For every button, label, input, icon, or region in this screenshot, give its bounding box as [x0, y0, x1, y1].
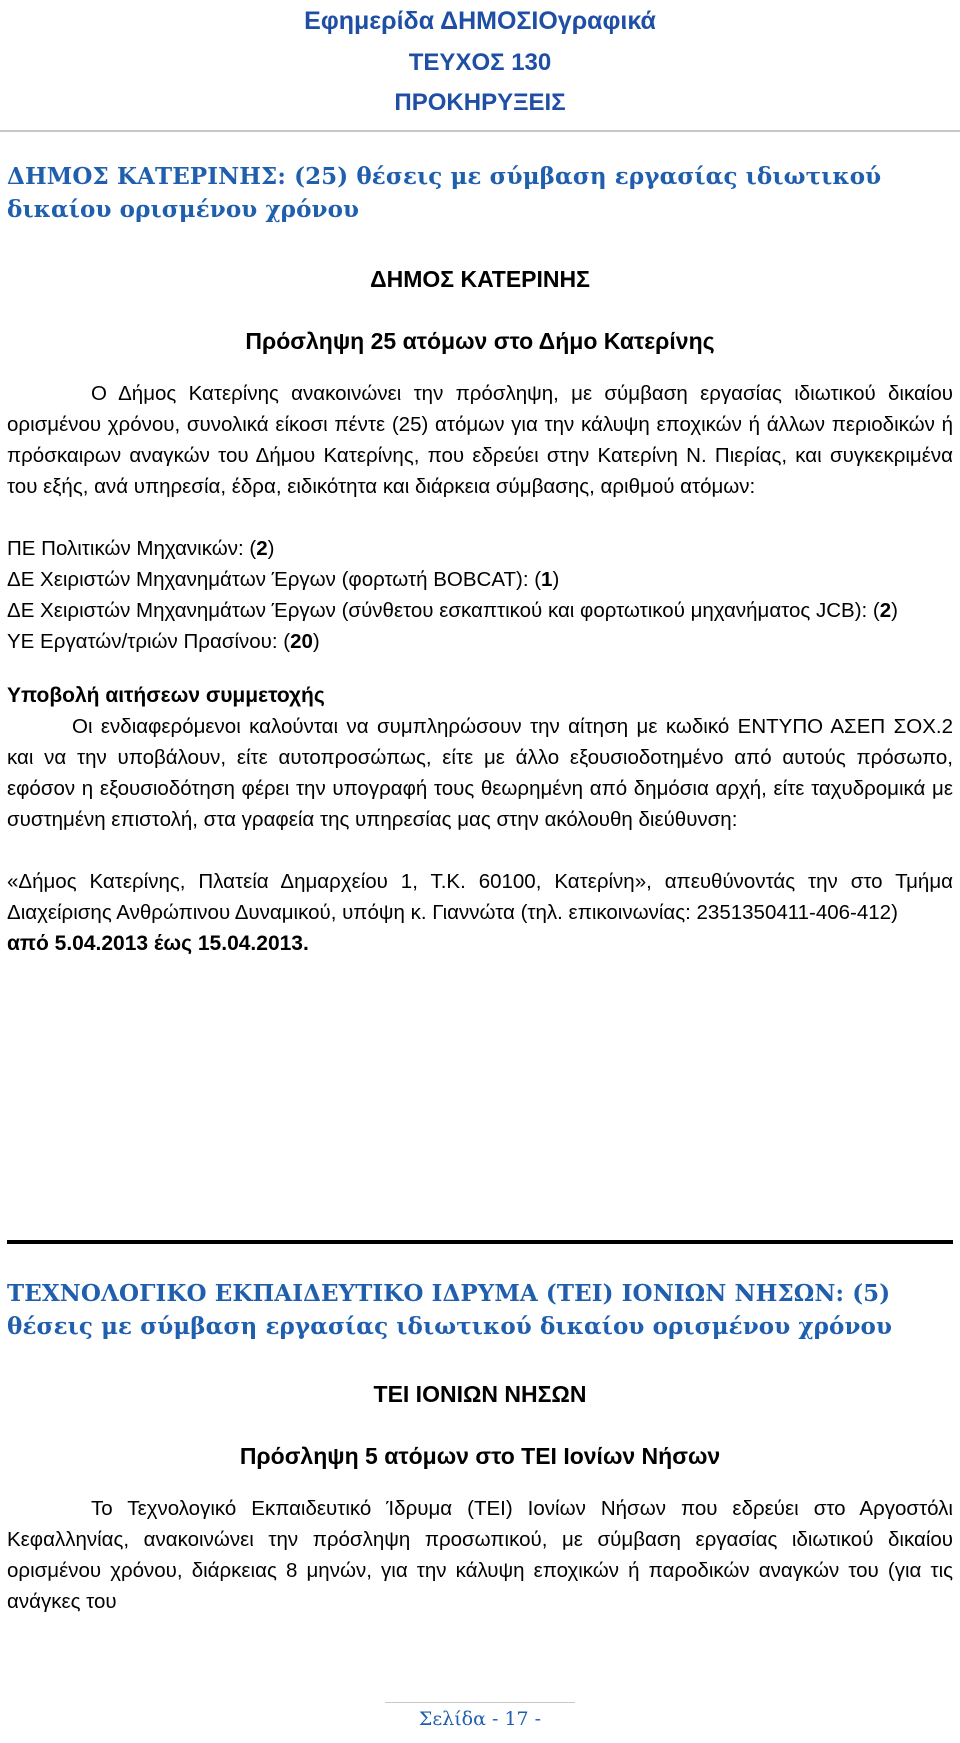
article-tei — [7, 1277, 953, 1617]
organization-name: ΤΕΙ ΙΟΝΙΩΝ ΝΗΣΩΝ — [373, 1381, 587, 1407]
masthead — [0, 6, 960, 118]
address-block: «Δήμος Κατερίνης, Πλατεία Δημαρχείου 1, Τ.Κ. 60100, Κατερίνη», απευθύνοντάς την στο Τμήμα Διαχείρισης Ανθρώπινου Δυναμικού, υπόψη κ. Γιαννώτα (τηλ. επικοινωνίας: 2351350411-406-412) — [7, 870, 953, 925]
application-dates: από 5.04.2013 έως 15.04.2013. — [7, 932, 309, 956]
position-count: 2 — [879, 599, 892, 623]
headline-line-2: δικαίου ορισμένου χρόνου — [7, 196, 360, 223]
position-item: ΥΕ Εργατών/τριών Πρασίνου: (20) — [7, 630, 320, 654]
position-item: ΔΕ Χειριστών Μηχανημάτων Έργων (σύνθετου εσκαπτικού και φορτωτικού μηχανήματος JCB): (2) — [7, 599, 898, 623]
article-separator — [7, 1240, 953, 1244]
article-katerini — [7, 160, 953, 959]
position-count: 20 — [290, 630, 313, 654]
position-item: ΠΕ Πολιτικών Μηχανικών: (2) — [7, 537, 275, 561]
newspaper-title: Εφημερίδα ΔΗΜΟΣΙΟγραφικά — [304, 7, 656, 35]
article-headline — [7, 1277, 953, 1343]
article-headline — [7, 160, 953, 226]
position-count: 1 — [541, 568, 553, 592]
article-subtitle: Πρόσληψη 25 ατόμων στο Δήμο Κατερίνης — [245, 327, 715, 354]
position-item: ΔΕ Χειριστών Μηχανημάτων Έργων (φορτωτή BOBCAT): (1) — [7, 568, 560, 592]
header-rule — [0, 130, 960, 132]
organization-name: ΔΗΜΟΣ ΚΑΤΕΡΙΝΗΣ — [370, 266, 590, 292]
article-body: Το Τεχνολογικό Εκπαιδευτικό Ίδρυμα (ΤΕΙ) Ιονίων Νήσων που εδρεύει στο Αργοστόλι Κεφαλληνίας, ανακοινώνει την πρόσληψη προσωπικού, με σύμβαση εργασίας ιδιωτικού δικαίου ορισμένου χρόνου, διάρκειας 8 μηνών, για την κάλυψη εποχικών ή παροδικών αναγκών του (για τις ανάγκες του — [7, 1497, 953, 1614]
headline-line-2: θέσεις με σύμβαση εργασίας ιδιωτικού δικαίου ορισμένου χρόνου — [7, 1313, 893, 1340]
article-body: Ο Δήμος Κατερίνης ανακοινώνει την πρόσληψη, με σύμβαση εργασίας ιδιωτικού δικαίου ορισμένου χρόνου, συνολικά είκοσι πέντε (25) ατόμων για την κάλυψη εποχικών ή άλλων περιοδικών ή πρόσκαιρων αναγκών του Δήμου Κατερίνης, που εδρεύει στην Κατερίνη Ν. Πιερίας, και συγκεκριμένα του εξής, ανά υπηρεσία, έδρα, ειδικότητα και διάρκεια σύμβασης, αριθμού ατόμων: — [7, 382, 953, 499]
headline-line-1: ΤΕΧΝΟΛΟΓΙΚΟ ΕΚΠΑΙΔΕΥΤΙΚΟ ΙΔΡΥΜΑ (ΤΕΙ) ΙΟΝΙΩΝ ΝΗΣΩΝ: (5) — [7, 1280, 891, 1307]
applications-heading: Υποβολή αιτήσεων συμμετοχής — [7, 684, 325, 708]
page-number: Σελίδα - 17 - — [418, 1708, 542, 1730]
article-subtitle: Πρόσληψη 5 ατόμων στο ΤΕΙ Ιονίων Νήσων — [239, 1442, 721, 1469]
section-title: ΠΡΟΚΗΡΥΞΕΙΣ — [394, 89, 566, 117]
headline-line-1: ΔΗΜΟΣ ΚΑΤΕΡΙΝΗΣ: (25) θέσεις με σύμβαση εργασίας ιδιωτικού — [7, 163, 882, 190]
issue-number: ΤΕΥΧΟΣ 130 — [408, 49, 552, 77]
applications-body: Οι ενδιαφερόμενοι καλούνται να συμπληρώσουν την αίτηση με κωδικό ΕΝΤΥΠΟ ΑΣΕΠ ΣΟΧ.2 και να την υποβάλουν, είτε αυτοπροσώπως, είτε με άλλο εξουσιοδοτημένο από αυτούς πρόσωπο, εφόσον η εξουσιοδότηση φέρει την υπογραφή τους θεωρημένη από δημόσια αρχή, είτε ταχυδρομικά με συστημένη επιστολή, στα γραφεία της υπηρεσίας μας στην ακόλουθη διεύθυνση: — [7, 715, 953, 832]
page-footer — [0, 1702, 960, 1730]
position-count: 2 — [256, 537, 268, 561]
footer-rule — [385, 1702, 575, 1703]
positions-list — [7, 533, 953, 657]
